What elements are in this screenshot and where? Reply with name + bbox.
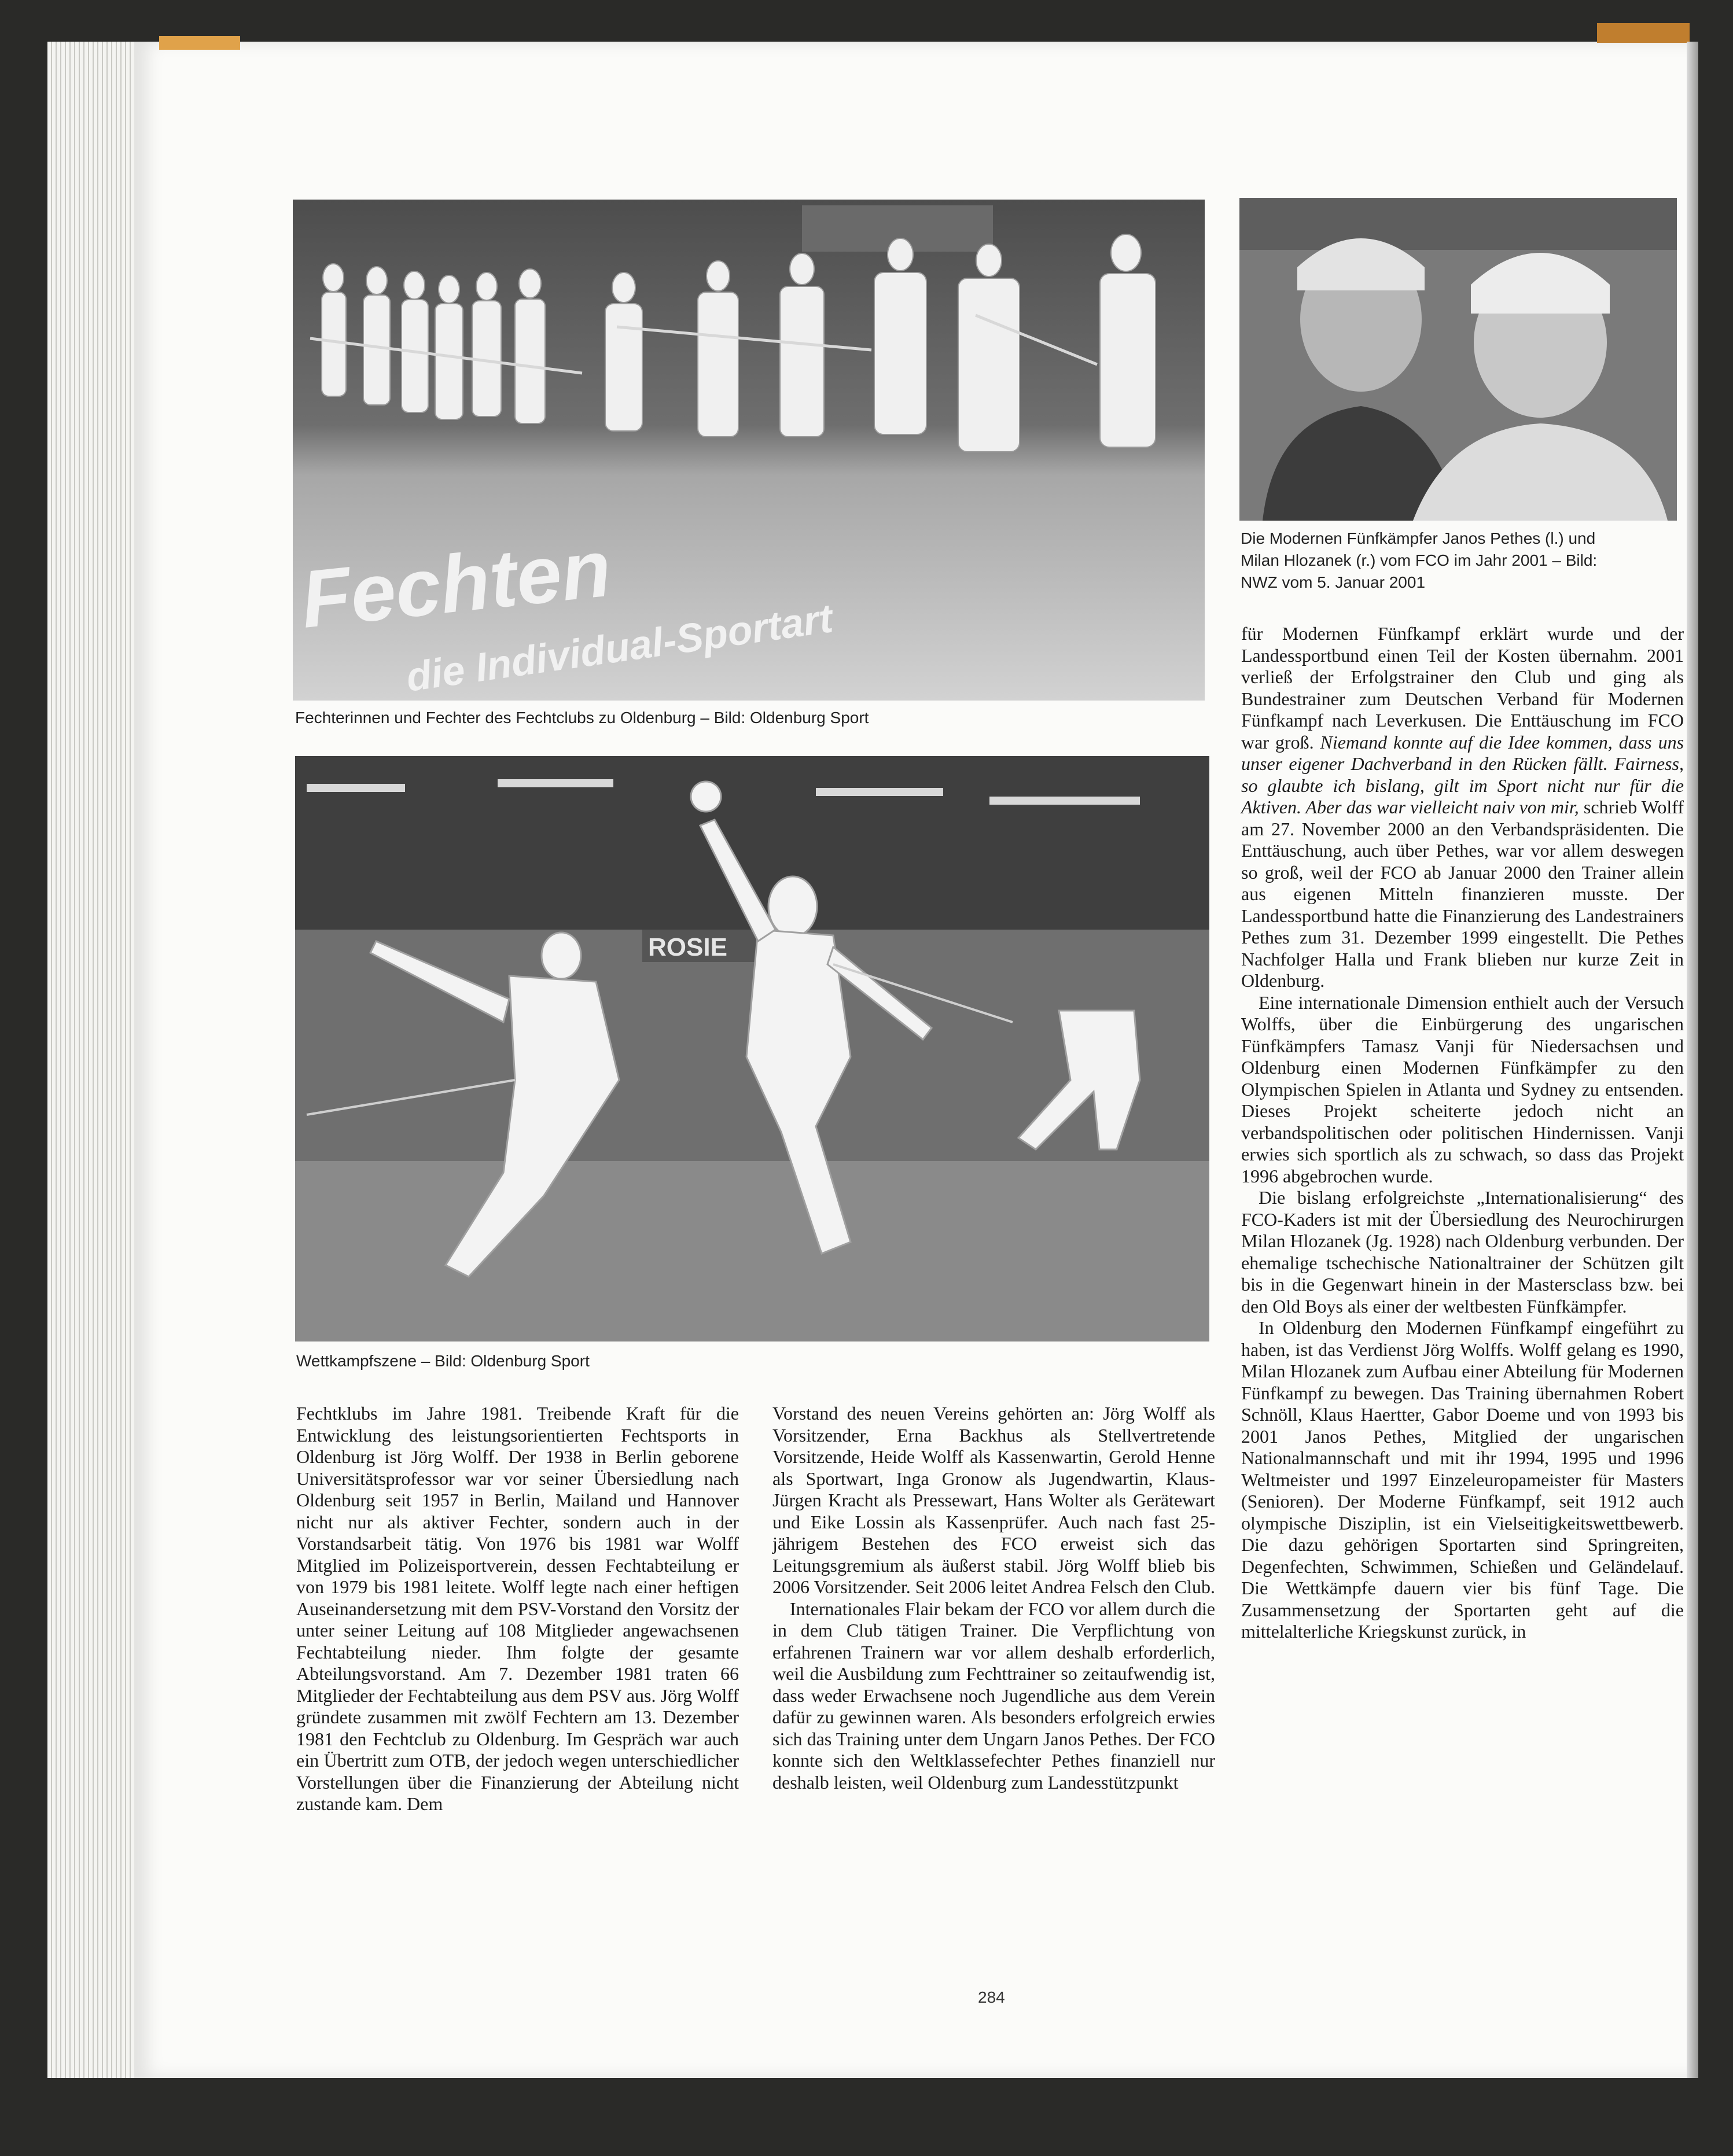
right-paragraph-1 — [1241, 623, 1684, 992]
text-column-left — [296, 1403, 739, 1976]
right-paragraph-1-text-a: für Modernen Fünfkampf erklärt wurde und der Landessportbund einen Teil der Kosten übernahm. 2001 verließ der Erfolgstrainer den Club und ging als Bundestrainer zum Deutschen Verband für Modernen Fünfkampf nach Leverkusen. Die Enttäuschung im FCO war groß. — [1241, 623, 1684, 753]
left-paragraph-1: Fechtklubs im Jahre 1981. Treibende Kraft für die Entwicklung des leistungsorientierten Fechtsports in Oldenburg ist Jörg Wolff. Der 1938 in Berlin geborene Universitätsprofessor war vor seiner Übersiedlung nach Oldenburg seit 1957 in Berlin, Mailand und Hannover nicht nur als aktiver Fechter, sondern auch in der Vorstandsarbeit tätig. Von 1976 bis 1981 war Wolff Mitglied im Polizeisportverein, dessen Fechtabteilung er von 1979 bis 1981 leitete. Wolff legte nach einer heftigen Auseinandersetzung mit dem PSV-Vorstand den Vorsitz der unter seiner Leitung auf 108 Mitglieder angewachsenen Fechtabteilung nieder. Ihm folgte der gesamte Abteilungsvorstand. Am 7. Dezember 1981 traten 66 Mitglieder der Fechtabteilung aus dem PSV aus. Jörg Wolff gründete zusammen mit zwölf Fechtern am 13. Dezember 1981 den Fechtclub zu Oldenburg. Im Gespräch war auch ein Übertritt zum OTB, der jedoch wegen unterschiedlicher Vorstellungen über die Finanzierung der Abteilung nicht zustande kam. Dem — [296, 1403, 739, 1814]
poster-title: Fechten — [296, 522, 615, 645]
page-right-edge — [1687, 42, 1698, 2078]
middle-paragraph-2: Internationales Flair bekam der FCO vor allem durch die in dem Club tätigen Trainer. Die Verpflichtung von erfahrenen Trainern war vor allem deshalb erforderlich, weil die Ausbildung zum Fechttrainer so zeitaufwendig ist, dass weder Erwachsene noch Jugendliche aus dem Verein dafür zu gewinnen waren. Als besonders erfolgreich erwies sich das Training unter dem Ungarn Janos Pethes. Der FCO konnte sich den Weltklassefechter Pethes finanziell nur deshalb leisten, weil Oldenburg zum Landesstützpunkt — [772, 1598, 1215, 1793]
right-paragraph-2: Eine internationale Dimension enthielt auch der Versuch Wolffs, über die Einbürgerung des ungarischen Fünfkämpfers Tamasz Vanji für Niedersachsen und Oldenburg einen Modernen Fünfkämpfer zu den Olympischen Spielen in Atlanta und Sydney zu entsenden. Dieses Projekt scheiterte jedoch nicht an verbandspolitischen oder politischen Hindernissen. Vanji erwies sich sportlich als zu schwach, so dass das Projekt 1996 abgebrochen wurde. — [1241, 992, 1684, 1186]
right-paragraph-3: Die bislang erfolgreichste „Internationalisierung“ des FCO-Kaders ist mit der Übersiedlung des Neurochirurgen Milan Hlozanek (Jg. 1928) nach Oldenburg verbunden. Der ehemalige tschechische Nationaltrainer der Schützen gilt bis in die Gegenwart hinein in der Mastersclass bzw. bei den Old Boys als einer der weltbesten Fünfkämpfer. — [1241, 1187, 1684, 1317]
right-paragraph-4: In Oldenburg den Modernen Fünfkampf eingeführt zu haben, ist das Verdienst Jörg Wolffs. Wolff gelang es 1990, Milan Hlozanek zum Aufbau einer Abteilung für Modernen Fünfkampf zu bewegen. Das Training übernahmen Robert Schnöll, Klaus Haertter, Gabor Doeme und von 1993 bis 2001 Janos Pethes, Mitglied der ungarischen Nationalmannschaft und mit ihr 1994, 1995 und 1996 Weltmeister und 1997 Einzeleuropameister für Masters (Senioren). Der Moderne Fünfkampf, seit 1912 auch olympische Disziplin, ist ein Vielseitigkeitswettbewerb. Die dazu gehörigen Sportarten sind Springreiten, Degenfechten, Schwimmen, Schießen und Geländelauf. Die Wettkämpfe dauern vier bis fünf Tage. Die Zusammensetzung der Sportarten geht auf die mittelalterliche Kriegskunst zurück, in — [1241, 1317, 1684, 1642]
page-number: 284 — [978, 1988, 1005, 2006]
portrait-photo — [1239, 198, 1677, 521]
team-photo-image — [293, 200, 1205, 701]
text-column-middle — [772, 1403, 1215, 1976]
middle-paragraph-1: Vorstand des neuen Vereins gehörten an: Jörg Wolff als Vorsitzender, Erna Backhus als Stellvertretende Vorsitzende, Heide Wolff als Kassenwartin, Gerold Henne als Sportwart, Inga Gronow als Jugendwartin, Klaus-Jürgen Kracht als Pressewart, Hans Wolter als Gerätewart und Eike Lossin als Kassenprüfer. Auch nach fast 25-jährigem Bestehen des FCO erweist sich das Leitungsgremium als äußerst stabil. Jörg Wolff blieb bis 2006 Vorsitzender. Seit 2006 leitet Andrea Felsch den Club. — [772, 1403, 1215, 1597]
team-photo-caption: Fechterinnen und Fechter des Fechtclubs zu Oldenburg – Bild: Oldenburg Sport — [295, 709, 869, 727]
portrait-caption-line-3: NWZ vom 5. Januar 2001 — [1241, 573, 1426, 591]
wolff-quote: Niemand konnte auf die Idee kommen, dass uns unser eigener Dachverband in den Rücken fällt. Fairness, so glaubte ich bislang, gilt im Sport nicht nur für die Aktiven. Aber das war vielleicht naiv von mir, — [1241, 731, 1684, 817]
poster-subtitle: die Individual-Sportart — [403, 595, 836, 700]
portrait-caption — [1241, 528, 1680, 594]
hall-banner-text: ROSIE — [648, 933, 727, 961]
right-paragraph-1-text-b: schrieb Wolff am 27. November 2000 an den Verbandspräsidenten. Die Enttäuschung, auch über Pethes, war vor allem deswegen so groß, weil der FCO ab Januar 2000 den Trainer allein aus eigenen Mitteln finanzieren musste. Der Landessportbund hatte die Finanzierung des Landestrainers Pethes zum 31. Dezember 1999 eingestellt. Die Pethes Nachfolger Halla und Frank blieben nur kurze Zeit in Oldenburg. — [1241, 797, 1684, 991]
bookmark-tab-left — [159, 36, 240, 50]
portrait-caption-line-2: Milan Hlozanek (r.) vom FCO im Jahr 2001 – Bild: — [1241, 551, 1598, 569]
competition-photo-image — [295, 756, 1209, 1341]
portrait-caption-line-1: Die Modernen Fünfkämpfer Janos Pethes (l.) und — [1241, 529, 1596, 547]
text-column-right — [1241, 623, 1684, 1977]
portrait-photo-image — [1239, 198, 1677, 521]
team-photo — [293, 200, 1205, 701]
bookmark-tab-right — [1597, 23, 1690, 43]
competition-photo — [295, 756, 1209, 1341]
competition-caption: Wettkampfszene – Bild: Oldenburg Sport — [296, 1352, 590, 1370]
